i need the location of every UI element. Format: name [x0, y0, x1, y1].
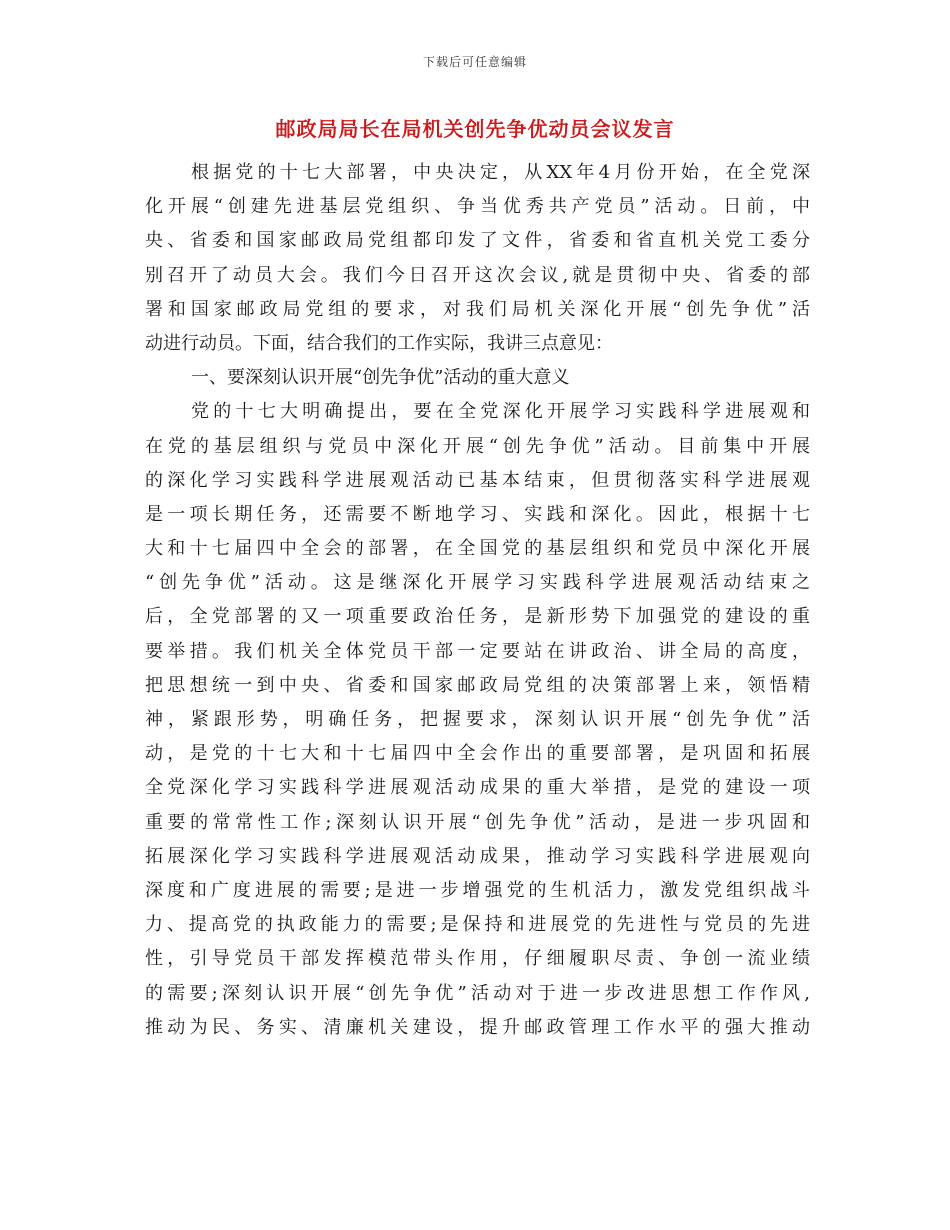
text-line: [145, 156, 810, 190]
text-line: [145, 1011, 810, 1045]
text-line-content: 的需要;深刻认识开展“创先争优”活动对于进一步改进思想工作作风,: [145, 982, 810, 1004]
text-line: [145, 327, 810, 361]
text-line-content: 是一项长期任务，还需要不断地学习、实践和深化。因此，根据十七: [145, 503, 810, 525]
text-line-content: 在党的基层组织与党员中深化开展“创先争优”活动。目前集中开展: [145, 435, 810, 457]
text-line-content: 的深化学习实践科学进展观活动已基本结束，但贯彻落实科学进展观: [145, 469, 810, 491]
text-line-content: 根据党的十七大部署，中央决定，从XX年4月份开始，在全党深: [191, 162, 810, 183]
text-line: [145, 464, 810, 498]
text-line: [145, 703, 810, 737]
text-line: [145, 293, 810, 327]
text-line: [145, 224, 810, 258]
text-line: [145, 361, 810, 395]
text-line-content: 拓展深化学习实践科学进展观活动成果，推动学习实践科学进展观向: [145, 845, 810, 867]
text-line: [145, 190, 810, 224]
text-line: [145, 908, 810, 942]
text-line-content: 把思想统一到中央、省委和国家邮政局党组的决策部署上来，领悟精: [145, 674, 810, 696]
text-line-content: 性，引导党员干部发挥模范带头作用，仔细履职尽责、争创一流业绩: [145, 948, 810, 970]
text-line: [145, 874, 810, 908]
text-line: [145, 532, 810, 566]
text-line-content: 动进行动员。下面，结合我们的工作实际，我讲三点意见：: [145, 332, 613, 354]
text-line: [145, 840, 810, 874]
text-line-content: 全党深化学习实践科学进展观活动成果的重大举措，是党的建设一项: [145, 777, 810, 799]
text-line: [145, 771, 810, 805]
text-line: [145, 259, 810, 293]
text-line: [145, 669, 810, 703]
text-line: [145, 498, 810, 532]
text-line-content: 神，紧跟形势，明确任务，把握要求，深刻认识开展“创先争优”活: [145, 709, 810, 730]
text-line: [145, 977, 810, 1011]
text-line: [145, 635, 810, 669]
text-line-content: 后，全党部署的又一项重要政治任务，是新形势下加强党的建设的重: [145, 606, 810, 628]
text-line-content: 大和十七届四中全会的部署，在全国党的基层组织和党员中深化开展: [145, 538, 810, 560]
document-body: [145, 156, 810, 1045]
document-title: 邮政局局长在局机关创先争优动员会议发言: [275, 117, 675, 141]
text-line-content: 党的十七大明确提出，要在全党深化开展学习实践科学进展观和: [191, 401, 810, 423]
text-line-content: 推动为民、务实、清廉机关建设，提升邮政管理工作水平的强大推动: [145, 1016, 810, 1038]
text-line-content: 一、要深刻认识开展“创先争优”活动的重大意义: [191, 367, 570, 389]
text-line-content: 动，是党的十七大和十七届四中全会作出的重要部署，是巩固和拓展: [145, 743, 810, 765]
header-note: 下载后可任意编辑: [422, 55, 527, 69]
text-line-content: 重要的常常性工作;深刻认识开展“创先争优”活动，是进一步巩固和: [145, 811, 810, 833]
text-line: [145, 737, 810, 771]
text-line-content: 别召开了动员大会。我们今日召开这次会议,就是贯彻中央、省委的部: [145, 264, 810, 286]
text-line: [145, 395, 810, 429]
text-line: [145, 566, 810, 600]
text-line-content: 力、提高党的执政能力的需要;是保持和进展党的先进性与党员的先进: [145, 914, 810, 936]
text-line-content: 化开展“创建先进基层党组织、争当优秀共产党员”活动。日前，中: [145, 196, 810, 218]
text-line: [145, 430, 810, 464]
text-line-content: 要举措。我们机关全体党员干部一定要站在讲政治、讲全局的高度，: [145, 640, 810, 662]
text-line: [145, 600, 810, 634]
text-line: [145, 942, 810, 976]
text-line-content: 深度和广度进展的需要;是进一步增强党的生机活力，激发党组织战斗: [145, 879, 810, 901]
text-line-content: “创先争优”活动。这是继深化开展学习实践科学进展观活动结束之: [145, 572, 810, 594]
text-line-content: 央、省委和国家邮政局党组都印发了文件，省委和省直机关党工委分: [145, 230, 810, 252]
text-line: [145, 806, 810, 840]
text-line-content: 署和国家邮政局党组的要求，对我们局机关深化开展“创先争优”活: [145, 298, 810, 320]
